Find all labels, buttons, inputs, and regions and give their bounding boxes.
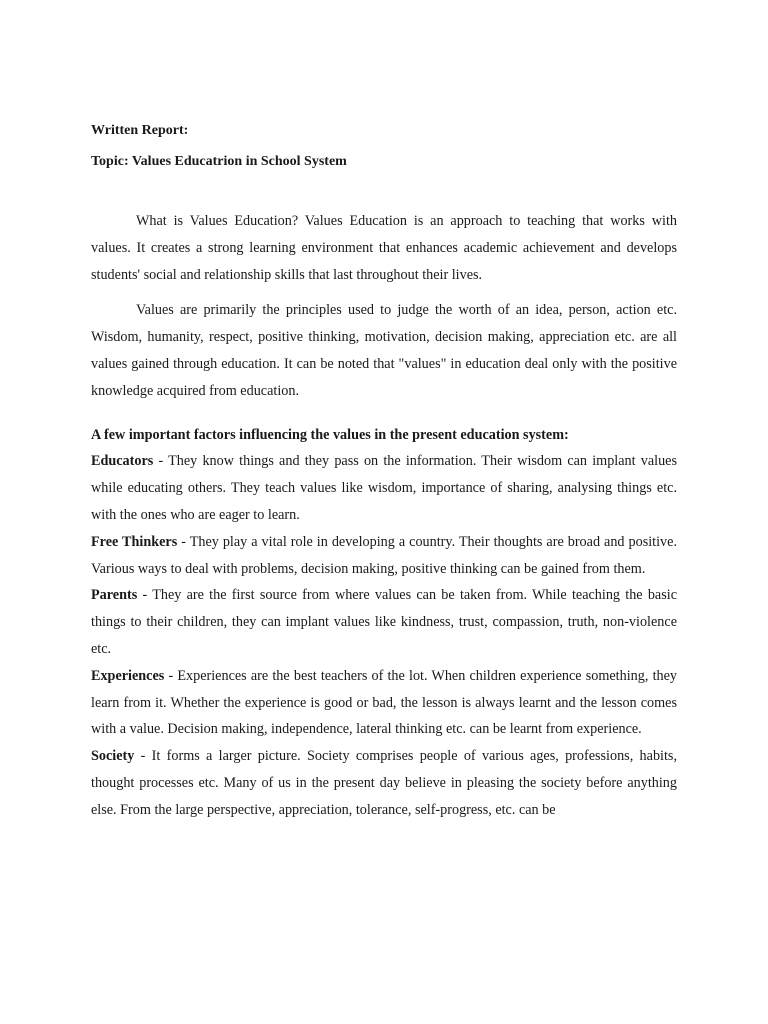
factor-term: Free Thinkers xyxy=(91,533,178,550)
factors-title: A few important factors influencing the values in the present education system: xyxy=(91,426,569,443)
paragraph-values-definition: Values are primarily the principles used to judge the worth of an idea, person, action etc. Wisdom, humanity, respect, positive thinking, motivation, decision making, appreciation etc. are all values gained through education. It can be noted that "values" in education deal only with the positive knowledge acquired from education. xyxy=(91,302,677,399)
factor-term: Experiences xyxy=(91,667,165,684)
report-heading: Written Report: xyxy=(91,123,189,138)
report-topic: Topic: Values Educatrion in School System xyxy=(91,154,347,169)
factor-society xyxy=(91,743,677,823)
factor-educators xyxy=(91,448,677,528)
factor-text: - They know things and they pass on the information. Their wisdom can implant values while educating others. They teach values like wisdom, importance of sharing, analysing things etc. with the ones who are eager to learn. xyxy=(91,453,677,523)
factor-free-thinkers xyxy=(91,529,677,583)
paragraph-intro: What is Values Education? Values Education is an approach to teaching that works with values. It creates a strong learning environment that enhances academic achievement and develops students' social and relationship skills that last throughout their lives. xyxy=(91,213,677,283)
report-header xyxy=(91,122,691,171)
factor-text: - They are the first source from where values can be taken from. While teaching the basic things to their children, they can implant values like kindness, trust, compassion, truth, non-violence etc. xyxy=(91,587,677,657)
factor-term: Society xyxy=(91,748,135,765)
factor-text: - It forms a larger picture. Society comprises people of various ages, professions, habits, thought processes etc. Many of us in the present day believe in pleasing the society before anything else. From the large perspective, appreciation, tolerance, self-progress, etc. can be xyxy=(91,748,677,818)
report-body xyxy=(91,208,677,824)
factor-term: Parents xyxy=(91,587,138,604)
factor-text: - Experiences are the best teachers of the lot. When children experience something, they learn from it. Whether the experience is good or bad, the lesson is always learnt and the lesson comes with a value. Decision making, independence, lateral thinking etc. can be learnt from experience. xyxy=(91,667,677,738)
factor-experiences xyxy=(91,663,677,743)
factor-text: - They play a vital role in developing a country. Their thoughts are broad and positive. Various ways to deal with problems, decision making, positive thinking can be gained from them. xyxy=(91,533,677,577)
factor-term: Educators xyxy=(91,453,154,470)
factor-parents xyxy=(91,582,677,662)
